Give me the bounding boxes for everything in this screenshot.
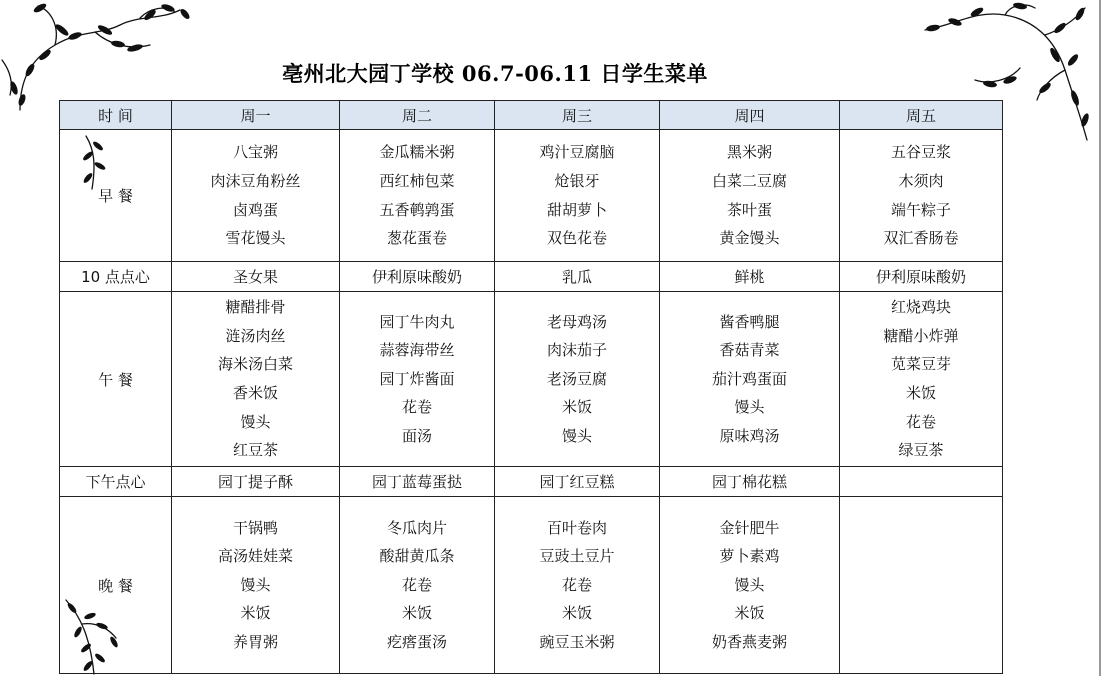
dish-item: 疙瘩蛋汤 — [386, 632, 447, 651]
header-friday: 周五 — [840, 101, 1003, 130]
dish-item: 原味鸡汤 — [719, 426, 780, 445]
menu-table — [59, 100, 1003, 674]
dish-item: 馒头 — [734, 398, 765, 417]
dish-item: 海米汤白菜 — [217, 355, 293, 374]
dish-item: 茄汁鸡蛋面 — [711, 369, 787, 388]
dish-item: 红烧鸡块 — [890, 298, 951, 317]
cell-snack-am-monday: 圣女果 — [172, 262, 340, 292]
header-row — [60, 101, 1003, 130]
dish-item: 老汤豆腐 — [546, 369, 607, 388]
dish-item: 米饭 — [240, 604, 271, 623]
dish-item: 馒头 — [561, 426, 592, 445]
dish-list — [660, 138, 839, 252]
cell-lunch-tuesday — [340, 292, 495, 467]
dish-item: 豆豉土豆片 — [539, 547, 615, 566]
cell-dinner-thursday — [660, 497, 840, 674]
floral-vine-bottom-left-icon — [60, 596, 130, 676]
dish-item: 百叶卷肉 — [546, 518, 607, 537]
dish-item: 米饭 — [561, 398, 592, 417]
cell-lunch-monday — [172, 292, 340, 467]
dish-item: 豌豆玉米粥 — [539, 632, 615, 651]
dish-list — [495, 138, 659, 252]
dish-item: 花卷 — [401, 398, 432, 417]
dish-item: 绿豆茶 — [898, 441, 944, 460]
dish-list — [172, 293, 339, 465]
dish-list — [840, 293, 1002, 465]
dish-item: 木须肉 — [898, 171, 944, 190]
dish-item: 炝银牙 — [554, 171, 600, 190]
dish-item: 端午粽子 — [890, 200, 951, 219]
row-afternoon-snack — [60, 467, 1003, 497]
dish-item: 馒头 — [734, 575, 765, 594]
dish-item: 香菇青菜 — [719, 341, 780, 360]
dish-item: 五香鹌鹑蛋 — [379, 200, 455, 219]
header-wednesday: 周三 — [495, 101, 660, 130]
row-morning-snack — [60, 262, 1003, 292]
dish-item: 冬瓜肉片 — [386, 518, 447, 537]
dish-item: 蒜蓉海带丝 — [379, 341, 455, 360]
dish-item: 米饭 — [401, 604, 432, 623]
header-thursday: 周四 — [660, 101, 840, 130]
row-label-afternoon-snack: 下午点心 — [60, 467, 172, 497]
dish-item: 鸡汁豆腐脑 — [539, 143, 615, 162]
dish-list — [172, 138, 339, 252]
row-breakfast — [60, 130, 1003, 262]
dish-item: 肉沫茄子 — [546, 341, 607, 360]
dish-item: 馒头 — [240, 412, 271, 431]
dish-item: 西红柿包菜 — [379, 171, 455, 190]
dish-item: 酸甜黄瓜条 — [379, 547, 455, 566]
cell-breakfast-tuesday — [340, 130, 495, 262]
dish-list — [660, 308, 839, 451]
dish-list — [340, 308, 494, 451]
vine-sprig-icon — [78, 134, 112, 194]
dish-item: 五谷豆浆 — [890, 143, 951, 162]
dish-item: 香米饭 — [232, 384, 278, 402]
dish-item: 米饭 — [905, 384, 936, 402]
dish-item: 萝卜素鸡 — [719, 547, 780, 566]
dish-item: 花卷 — [905, 412, 936, 431]
header-time: 时 间 — [60, 101, 172, 130]
cell-breakfast-wednesday — [495, 130, 660, 262]
dish-item: 面汤 — [401, 426, 432, 445]
dish-item: 糖醋小炸弹 — [883, 326, 959, 345]
row-lunch — [60, 292, 1003, 467]
dish-item: 养胃粥 — [232, 632, 278, 651]
cell-lunch-wednesday — [495, 292, 660, 467]
cell-snack-pm-wednesday: 园丁红豆糕 — [495, 467, 660, 497]
dish-item: 酱香鸭腿 — [719, 312, 780, 331]
dish-item: 双汇香肠卷 — [883, 229, 959, 248]
dish-item: 金瓜糯米粥 — [379, 143, 455, 162]
page-title: 亳州北大园丁学校 06.7-06.11 日学生菜单 — [282, 61, 708, 86]
dish-item: 雪花馒头 — [225, 229, 286, 248]
dish-item: 红豆茶 — [232, 441, 278, 460]
dish-item: 卤鸡蛋 — [232, 200, 278, 219]
dish-item: 白菜二豆腐 — [711, 171, 787, 190]
dish-item: 黑米粥 — [726, 143, 772, 162]
cell-dinner-friday — [840, 497, 1003, 674]
dish-item: 花卷 — [561, 575, 592, 594]
cell-snack-pm-thursday: 园丁棉花糕 — [660, 467, 840, 497]
dish-list — [495, 514, 659, 657]
cell-breakfast-friday — [840, 130, 1003, 262]
dish-item: 涟汤肉丝 — [225, 326, 286, 345]
dish-item: 花卷 — [401, 575, 432, 594]
dish-item: 葱花蛋卷 — [386, 229, 447, 248]
dish-item: 甜胡萝卜 — [546, 200, 607, 219]
dish-item: 干锅鸭 — [232, 518, 278, 537]
row-dinner — [60, 497, 1003, 674]
cell-lunch-friday — [840, 292, 1003, 467]
dish-item: 园丁牛肉丸 — [379, 312, 455, 331]
header-monday: 周一 — [172, 101, 340, 130]
dish-item: 高汤娃娃菜 — [217, 547, 293, 566]
dish-item: 米饭 — [734, 604, 765, 623]
dish-item: 茶叶蛋 — [726, 200, 772, 219]
cell-dinner-monday — [172, 497, 340, 674]
dish-item: 双色花卷 — [546, 229, 607, 248]
header-tuesday: 周二 — [340, 101, 495, 130]
cell-snack-pm-monday: 园丁提子酥 — [172, 467, 340, 497]
cell-dinner-wednesday — [495, 497, 660, 674]
dish-item: 八宝粥 — [232, 143, 278, 162]
row-label-text: 早 餐 — [98, 187, 133, 205]
dish-item: 苋菜豆芽 — [890, 355, 951, 374]
dish-item: 园丁炸酱面 — [379, 369, 455, 388]
cell-snack-am-wednesday: 乳瓜 — [495, 262, 660, 292]
dish-list — [840, 138, 1002, 252]
cell-snack-am-tuesday: 伊利原味酸奶 — [340, 262, 495, 292]
dish-list — [495, 308, 659, 451]
cell-breakfast-thursday — [660, 130, 840, 262]
row-label-dinner: 晚 餐 — [60, 497, 172, 674]
row-label-breakfast — [60, 130, 172, 262]
cell-lunch-thursday — [660, 292, 840, 467]
row-label-morning-snack: 10 点点心 — [60, 262, 172, 292]
dish-item: 金针肥牛 — [719, 518, 780, 537]
dish-list — [340, 514, 494, 657]
dish-item: 馒头 — [240, 575, 271, 594]
dish-item: 老母鸡汤 — [546, 312, 607, 331]
dish-item: 米饭 — [561, 604, 592, 623]
cell-snack-am-thursday: 鲜桃 — [660, 262, 840, 292]
dish-item: 奶香燕麦粥 — [711, 632, 787, 651]
cell-snack-pm-friday — [840, 467, 1003, 497]
dish-list — [660, 514, 839, 657]
dish-item: 肉沫豆角粉丝 — [210, 171, 301, 190]
cell-snack-am-friday: 伊利原味酸奶 — [840, 262, 1003, 292]
dish-item: 黄金馒头 — [719, 229, 780, 248]
row-label-lunch: 午 餐 — [60, 292, 172, 467]
cell-snack-pm-tuesday: 园丁蓝莓蛋挞 — [340, 467, 495, 497]
cell-dinner-tuesday — [340, 497, 495, 674]
cell-breakfast-monday — [172, 130, 340, 262]
dish-list — [172, 514, 339, 657]
dish-item: 糖醋排骨 — [225, 298, 286, 317]
dish-list — [340, 138, 494, 252]
